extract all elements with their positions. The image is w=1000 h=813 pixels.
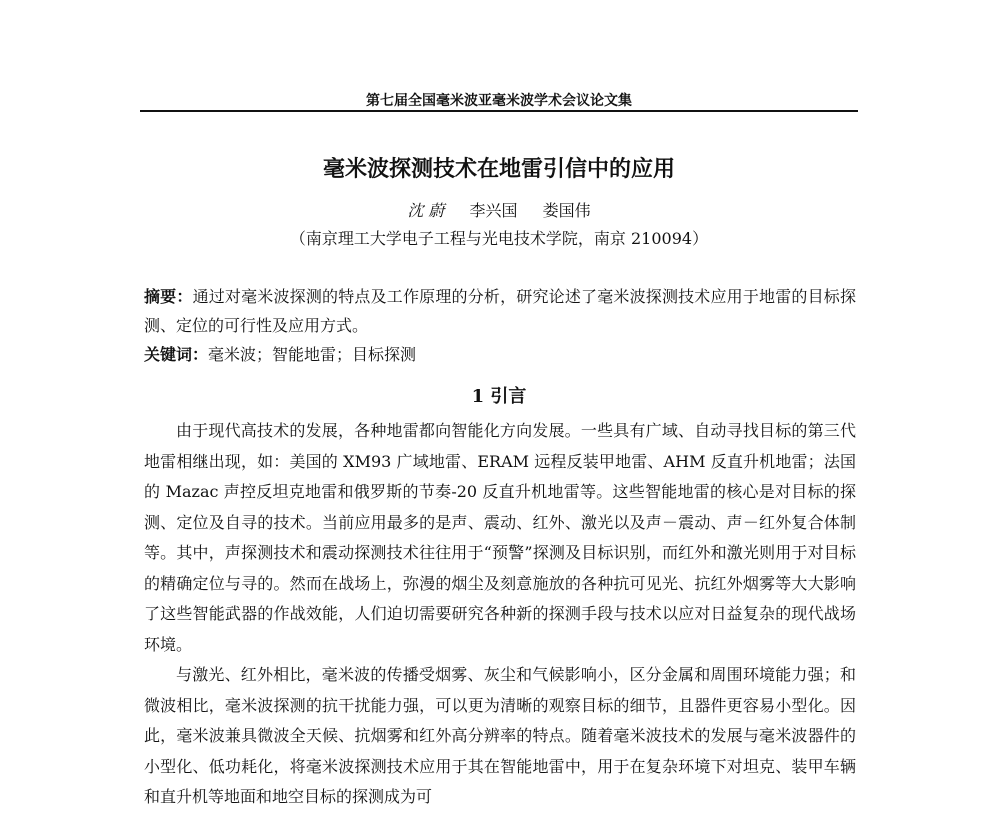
keywords-label: 关键词：: [144, 345, 209, 364]
running-head: 第七届全国毫米波亚毫米波学术会议论文集: [366, 93, 632, 109]
paper-title: 毫米波探测技术在地雷引信中的应用: [322, 157, 675, 182]
header-rule: [140, 110, 858, 112]
abstract: [144, 282, 856, 340]
abstract-text: 通过对毫米波探测的特点及工作原理的分析，研究论述了毫米波探测技术应用于地雷的目标探测、定位的可行性及应用方式。: [144, 287, 856, 335]
paragraph: 与激光、红外相比，毫米波的传播受烟雾、灰尘和气候影响小，区分金属和周围环境能力强；和微波相比，毫米波探测的抗干扰能力强，可以更为清晰的观察目标的细节，且器件更容易小型化。因此，毫米波兼具微波全天候、抗烟雾和红外高分辨率的特点。随着毫米波技术的发展与毫米波器件的小型化、低功耗化，将毫米波探测技术应用于其在智能地雷中，用于在复杂环境下对坦克、装甲车辆和直升机等地面和地空目标的探测成为可: [144, 665, 856, 806]
author: 李兴国: [469, 201, 518, 220]
keywords: [144, 340, 856, 369]
author: 娄国伟: [542, 201, 591, 220]
abstract-label: 摘要：: [144, 287, 193, 306]
section-heading: 1 引言: [471, 386, 527, 407]
body-text: [144, 416, 856, 813]
paragraph: 由于现代高技术的发展，各种地雷都向智能化方向发展。一些具有广域、自动寻找目标的第三代地雷相继出现，如：美国的 XM93 广域地雷、ERAM 远程反装甲地雷、AHM 反直升机地雷；法国的 Mazac 声控反坦克地雷和俄罗斯的节奏-20 反直升机地雷等。这些智能地雷的核心是对目标的探测、定位及自寻的技术。当前应用最多的是声、震动、红外、激光以及声－震动、声－红外复合体制等。其中，声探测技术和震动探测技术往往用于“预警”探测及目标识别，而红外和激光则用于对目标的精确定位与寻的。然而在战场上，弥漫的烟尘及刻意施放的各种抗可见光、抗红外烟雾等大大影响了这些智能武器的作战效能，人们迫切需要研究各种新的探测手段与技术以应对日益复杂的现代战场环境。: [144, 421, 856, 654]
keywords-text: 毫米波；智能地雷；目标探测: [208, 345, 417, 364]
author-list: [140, 198, 858, 221]
author: 沈 蔚: [407, 201, 445, 220]
affiliation: （南京理工大学电子工程与光电技术学院，南京 210094）: [289, 229, 709, 248]
